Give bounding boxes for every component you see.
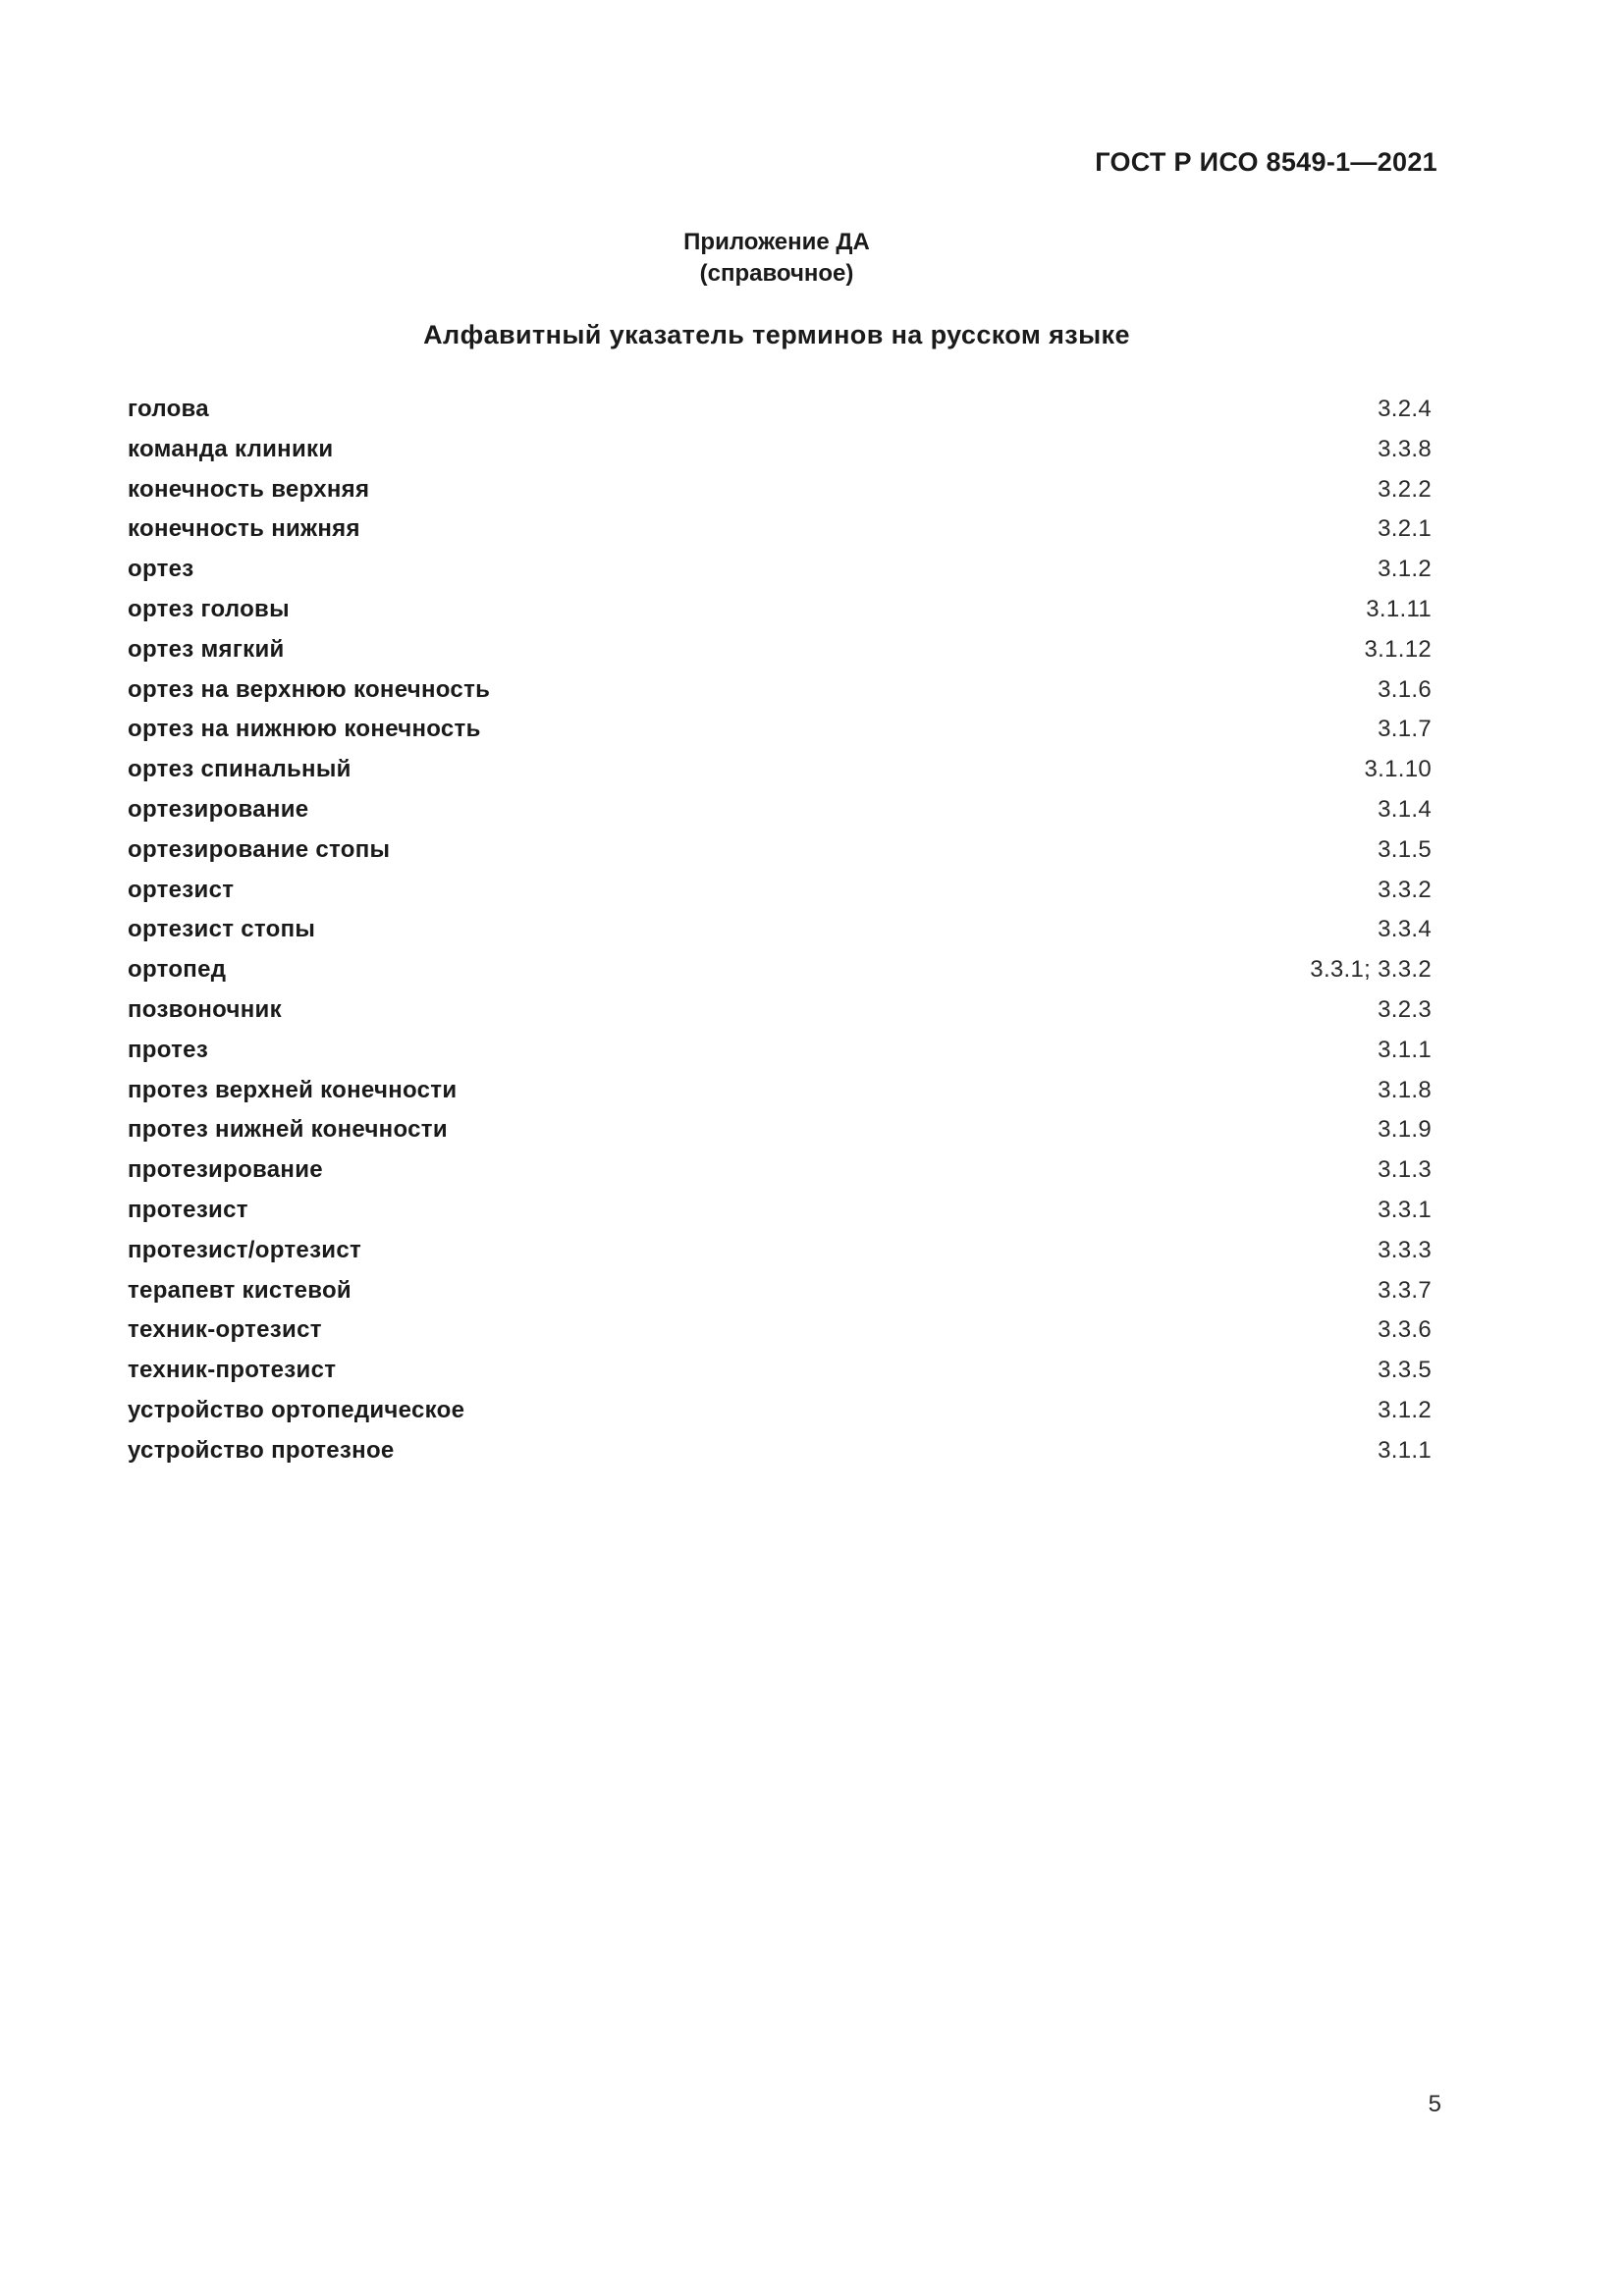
index-term: ортезист (128, 876, 235, 903)
index-term: терапевт кистевой (128, 1276, 352, 1304)
index-reference: 3.2.4 (1378, 396, 1432, 422)
index-term: устройство ортопедическое (128, 1396, 465, 1423)
index-entry (128, 509, 1432, 550)
index-term: устройство протезное (128, 1436, 395, 1464)
index-term: ортезист стопы (128, 916, 316, 943)
index-reference: 3.1.5 (1378, 835, 1432, 863)
page-number: 5 (1428, 2091, 1441, 2117)
index-reference: 3.1.3 (1378, 1156, 1432, 1184)
index-entry (128, 790, 1432, 830)
index-entry (128, 1351, 1432, 1391)
index-entry (128, 871, 1432, 911)
index-term: ортопед (128, 956, 227, 984)
index-term: ортезирование (128, 795, 309, 823)
index-entry (128, 470, 1432, 510)
term-index-list (128, 390, 1432, 1471)
index-entry (128, 550, 1432, 590)
index-term: ортез на нижнюю конечность (128, 716, 481, 743)
index-reference: 3.3.6 (1378, 1316, 1432, 1344)
index-entry (128, 670, 1432, 711)
index-reference: 3.1.10 (1364, 756, 1432, 783)
index-reference: 3.3.1 (1378, 1196, 1432, 1223)
index-entry (128, 1110, 1432, 1150)
index-entry (128, 1031, 1432, 1071)
index-term: ортез (128, 556, 194, 583)
index-entry (128, 910, 1432, 950)
index-term: техник-протезист (128, 1357, 337, 1384)
index-term: ортезирование стопы (128, 835, 391, 863)
document-id: ГОСТ Р ИСО 8549-1—2021 (1095, 147, 1437, 177)
index-reference: 3.1.2 (1378, 556, 1432, 583)
index-reference: 3.1.1 (1378, 1436, 1432, 1464)
index-entry (128, 430, 1432, 470)
index-term: протез нижней конечности (128, 1116, 448, 1144)
index-reference: 3.1.11 (1366, 595, 1432, 622)
index-entry (128, 1310, 1432, 1351)
index-reference: 3.1.2 (1378, 1396, 1432, 1423)
index-entry (128, 830, 1432, 871)
index-reference: 3.1.12 (1364, 635, 1432, 663)
index-reference: 3.1.7 (1378, 716, 1432, 743)
index-entry (128, 950, 1432, 990)
index-reference: 3.1.1 (1378, 1036, 1432, 1063)
index-reference: 3.2.2 (1378, 475, 1432, 503)
index-term: протезист (128, 1196, 248, 1223)
index-entry (128, 710, 1432, 750)
index-reference: 3.3.3 (1378, 1236, 1432, 1263)
index-entry (128, 1391, 1432, 1431)
index-term: протез верхней конечности (128, 1076, 458, 1103)
index-term: ортез на верхнюю конечность (128, 675, 491, 703)
index-reference: 3.1.4 (1378, 795, 1432, 823)
index-reference: 3.3.4 (1378, 916, 1432, 943)
index-entry (128, 390, 1432, 430)
index-term: команда клиники (128, 435, 334, 462)
index-term: протез (128, 1036, 209, 1063)
index-term: конечность верхняя (128, 475, 370, 503)
index-entry (128, 630, 1432, 670)
index-reference: 3.3.5 (1378, 1357, 1432, 1384)
index-term: конечность нижняя (128, 515, 360, 543)
index-term: позвоночник (128, 995, 282, 1023)
index-reference: 3.2.1 (1378, 515, 1432, 543)
index-term: протезирование (128, 1156, 323, 1184)
index-term: голова (128, 396, 209, 422)
index-reference: 3.1.9 (1378, 1116, 1432, 1144)
index-term: ортез мягкий (128, 635, 285, 663)
appendix-subtitle: (справочное) (699, 260, 854, 287)
index-reference: 3.3.1; 3.3.2 (1310, 956, 1432, 984)
index-entry (128, 1431, 1432, 1471)
index-entry (128, 1071, 1432, 1111)
index-heading: Алфавитный указатель терминов на русском языке (423, 320, 1130, 349)
index-reference: 3.1.6 (1378, 675, 1432, 703)
index-reference: 3.3.7 (1378, 1276, 1432, 1304)
index-entry (128, 1191, 1432, 1231)
index-entry (128, 590, 1432, 630)
index-reference: 3.3.8 (1378, 435, 1432, 462)
index-entry (128, 1271, 1432, 1311)
index-entry (128, 1150, 1432, 1191)
index-reference: 3.3.2 (1378, 876, 1432, 903)
index-entry (128, 750, 1432, 790)
index-entry (128, 990, 1432, 1031)
index-reference: 3.1.8 (1378, 1076, 1432, 1103)
index-reference: 3.2.3 (1378, 995, 1432, 1023)
index-term: ортез головы (128, 595, 290, 622)
index-term: протезист/ортезист (128, 1236, 362, 1263)
index-term: техник-ортезист (128, 1316, 322, 1344)
index-entry (128, 1231, 1432, 1271)
index-term: ортез спинальный (128, 756, 352, 783)
appendix-title: Приложение ДА (683, 229, 870, 255)
